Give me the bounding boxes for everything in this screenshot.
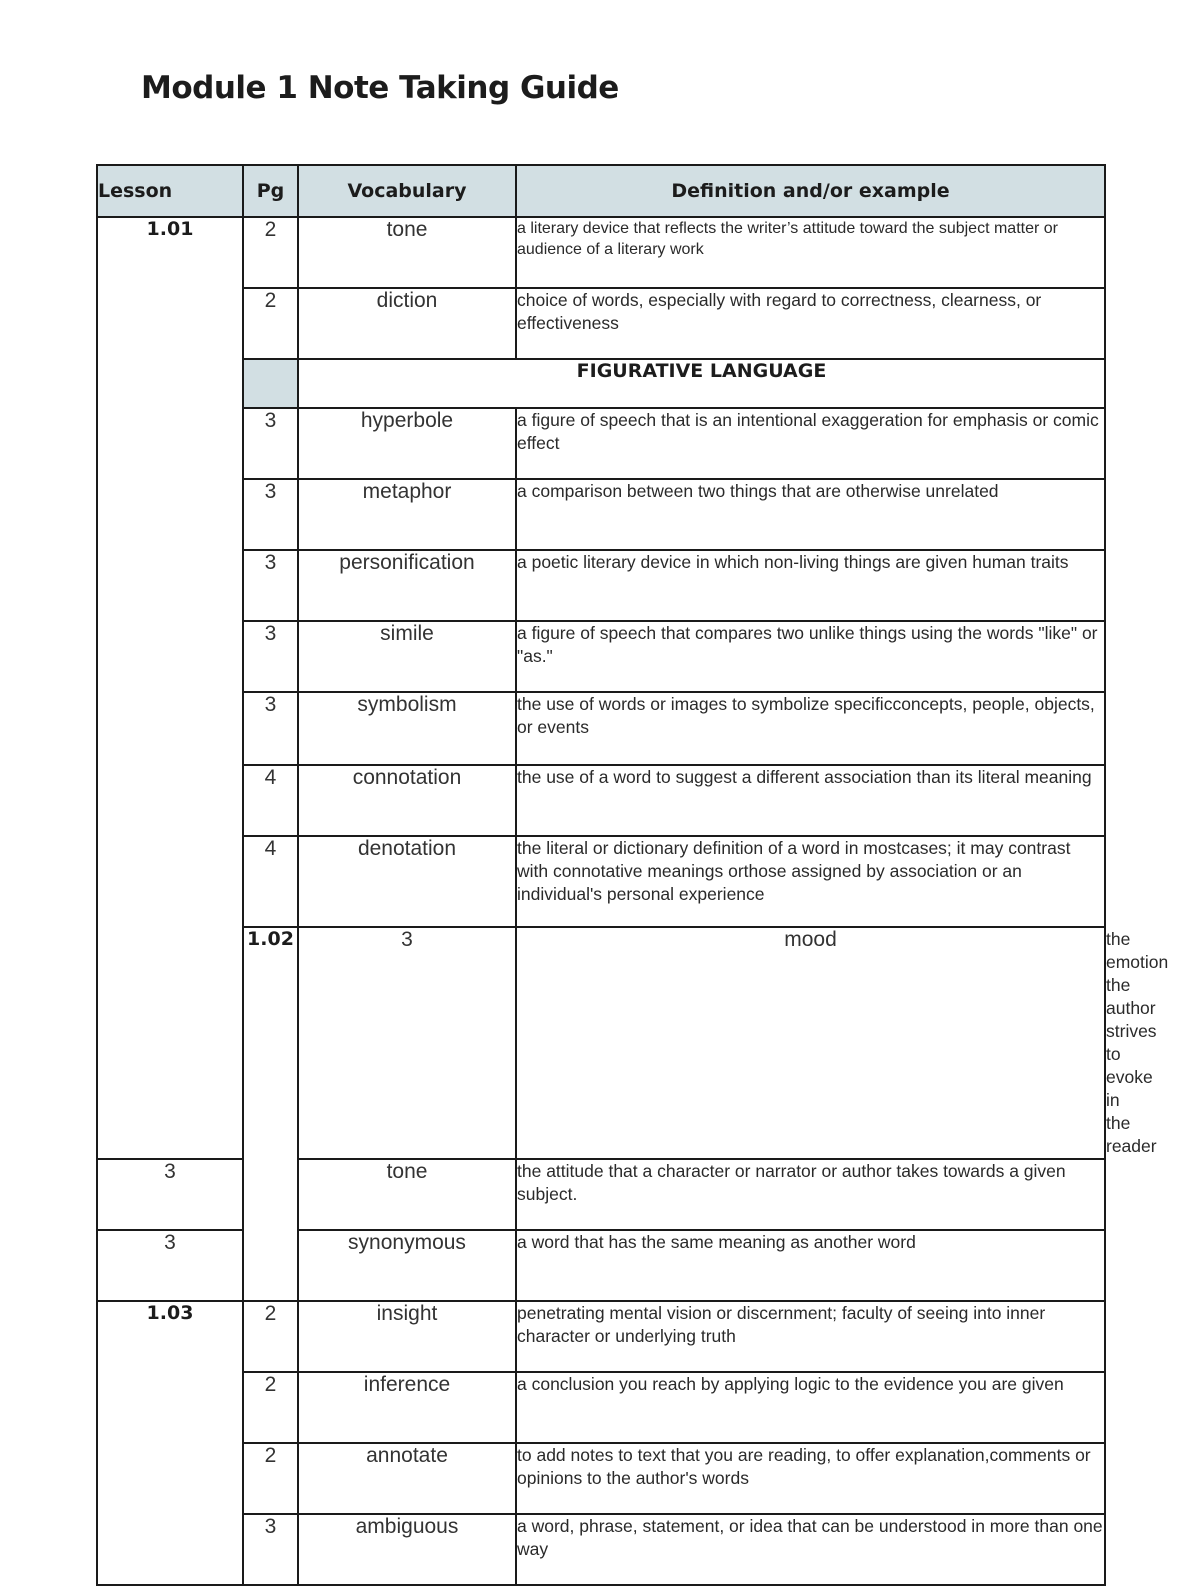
definition-text: the use of a word to suggest a different association than its literal meaning xyxy=(516,765,1105,836)
table-row xyxy=(97,479,1105,550)
header-pg: Pg xyxy=(243,165,298,217)
table-row xyxy=(97,550,1105,621)
page-number: 3 xyxy=(243,621,298,692)
definition-text: a word that has the same meaning as another word xyxy=(516,1230,1105,1301)
table-row xyxy=(97,408,1105,479)
definition-text: to add notes to text that you are reading, to offer explanation,comments or opinions to the author's words xyxy=(516,1443,1105,1514)
section-blank-cell xyxy=(243,359,298,408)
definition-text: a word, phrase, statement, or idea that can be understood in more than one way xyxy=(516,1514,1105,1585)
definition-text: the literal or dictionary definition of a word in mostcases; it may contrast with connotative meanings orthose assigned by association or an individual's personal experience xyxy=(516,836,1105,927)
table-row xyxy=(97,1514,1105,1585)
header-vocabulary: Vocabulary xyxy=(298,165,516,217)
lesson-label: 1.01 xyxy=(97,217,243,1159)
vocabulary-term: simile xyxy=(298,621,516,692)
page-number: 3 xyxy=(97,1230,243,1301)
vocabulary-term: symbolism xyxy=(298,692,516,765)
header-definition: Definition and/or example xyxy=(516,165,1105,217)
definition-text: a figure of speech that is an intentional exaggeration for emphasis or comic effect xyxy=(516,408,1105,479)
page-number: 3 xyxy=(243,408,298,479)
vocabulary-term: denotation xyxy=(298,836,516,927)
header-row xyxy=(97,165,1105,217)
page-number: 2 xyxy=(243,288,298,359)
vocabulary-term: annotate xyxy=(298,1443,516,1514)
lesson-label: 1.02 xyxy=(243,927,298,1301)
vocabulary-term: personification xyxy=(298,550,516,621)
table-row: 1.02 3 mood the emotion the author strives to evoke in the reader xyxy=(97,927,1105,1159)
table-row xyxy=(97,217,1105,288)
page-number: 3 xyxy=(243,1514,298,1585)
lesson-label: 1.03 xyxy=(97,1301,243,1585)
table-row xyxy=(97,621,1105,692)
table-row xyxy=(97,288,1105,359)
definition-text: penetrating mental vision or discernment; faculty of seeing into inner character or underlying truth xyxy=(516,1301,1105,1372)
vocabulary-term: mood xyxy=(516,927,1105,1159)
vocabulary-term: metaphor xyxy=(298,479,516,550)
page-number: 2 xyxy=(243,1301,298,1372)
section-row xyxy=(97,359,1105,408)
page-number: 4 xyxy=(243,765,298,836)
page-number: 2 xyxy=(243,1372,298,1443)
vocabulary-term: insight xyxy=(298,1301,516,1372)
definition-text: a figure of speech that compares two unlike things using the words "like" or "as." xyxy=(516,621,1105,692)
vocabulary-term: synonymous xyxy=(298,1230,516,1301)
definition-text: choice of words, especially with regard to correctness, clearness, or effectiveness xyxy=(516,288,1105,359)
definition-text: a literary device that reflects the writer’s attitude toward the subject matter or audience of a literary work xyxy=(516,217,1105,288)
vocabulary-term: connotation xyxy=(298,765,516,836)
table-row xyxy=(97,1372,1105,1443)
definition-text: a poetic literary device in which non-living things are given human traits xyxy=(516,550,1105,621)
page-number: 3 xyxy=(298,927,516,1159)
definition-text: a conclusion you reach by applying logic to the evidence you are given xyxy=(516,1372,1105,1443)
vocabulary-term: inference xyxy=(298,1372,516,1443)
definition-text: the use of words or images to symbolize specificconcepts, people, objects, or events xyxy=(516,692,1105,765)
section-heading: FIGURATIVE LANGUAGE xyxy=(298,359,1105,408)
page-number: 4 xyxy=(243,836,298,927)
page-number: 2 xyxy=(243,1443,298,1514)
vocabulary-term: hyperbole xyxy=(298,408,516,479)
vocabulary-term: tone xyxy=(298,217,516,288)
definition-text: a comparison between two things that are otherwise unrelated xyxy=(516,479,1105,550)
page-number: 3 xyxy=(243,692,298,765)
table-row xyxy=(97,692,1105,765)
page-number: 3 xyxy=(243,550,298,621)
table-row xyxy=(97,1443,1105,1514)
vocabulary-term: tone xyxy=(298,1159,516,1230)
table-row xyxy=(97,836,1105,927)
vocabulary-term: diction xyxy=(298,288,516,359)
page-number: 3 xyxy=(243,479,298,550)
table-row xyxy=(97,765,1105,836)
page-number: 3 xyxy=(97,1159,243,1230)
note-taking-table xyxy=(96,164,1169,1586)
definition-text: the attitude that a character or narrator or author takes towards a given subject. xyxy=(516,1159,1105,1230)
header-lesson: Lesson xyxy=(97,165,243,217)
vocabulary-term: ambiguous xyxy=(298,1514,516,1585)
page-title: Module 1 Note Taking Guide xyxy=(141,70,619,106)
table-row xyxy=(97,1301,1105,1372)
page-number: 2 xyxy=(243,217,298,288)
